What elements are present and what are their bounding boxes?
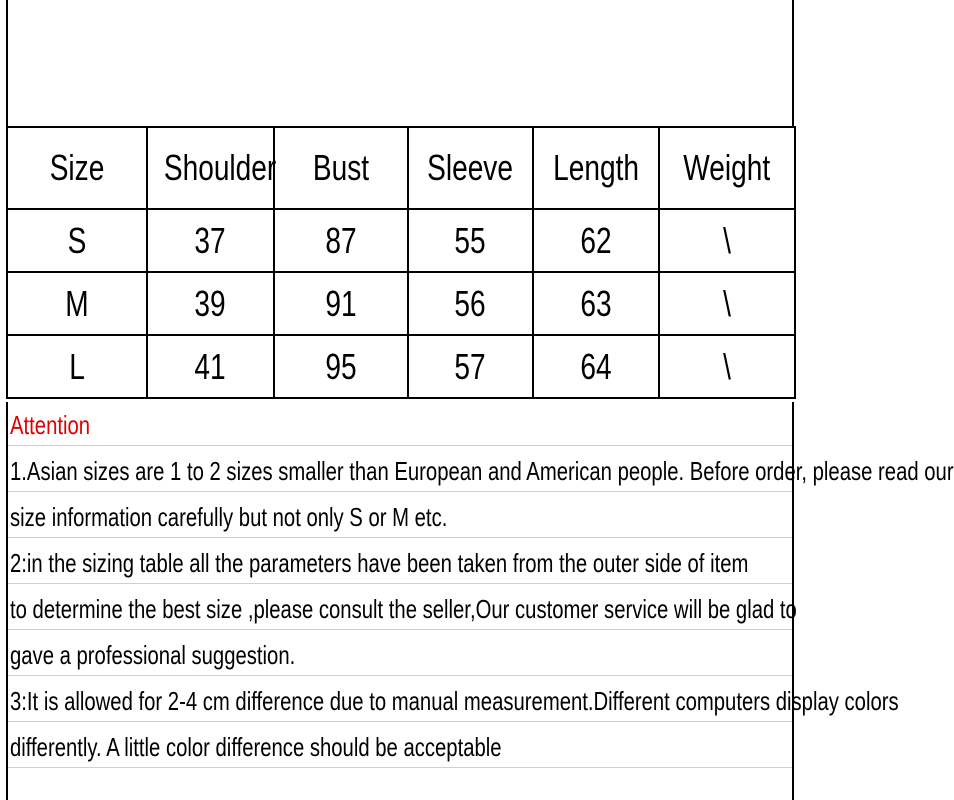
table-row <box>7 272 795 335</box>
header-length: Length <box>533 127 659 209</box>
header-size: Size <box>7 127 147 209</box>
table-cell: 87 <box>274 209 408 272</box>
table-cell: 39 <box>147 272 274 335</box>
table-cell: 55 <box>408 209 533 272</box>
table-cell: \ <box>659 272 795 335</box>
table-cell: 62 <box>533 209 659 272</box>
table-cell: 63 <box>533 272 659 335</box>
grid-line <box>8 583 792 584</box>
grid-line <box>8 767 792 768</box>
note-line-2: size information carefully but not only S or M etc. <box>10 502 448 532</box>
table-cell: \ <box>659 335 795 398</box>
table-row <box>7 335 795 398</box>
header-bust: Bust <box>274 127 408 209</box>
note-line-6: 3:It is allowed for 2-4 cm difference due to manual measurement.Different computers display colors <box>10 686 899 716</box>
top-blank-area <box>6 0 794 127</box>
table-cell: 56 <box>408 272 533 335</box>
table-cell: L <box>7 335 147 398</box>
grid-line <box>8 721 792 722</box>
header-shoulder: Shoulder <box>147 127 274 209</box>
header-weight: Weight <box>659 127 795 209</box>
grid-line <box>8 629 792 630</box>
note-line-1: 1.Asian sizes are 1 to 2 sizes smaller than European and American people. Before order, please read our <box>10 456 954 486</box>
grid-line <box>8 675 792 676</box>
note-line-4: to determine the best size ,please consult the seller,Our customer service will be glad to <box>10 594 797 624</box>
note-line-5: gave a professional suggestion. <box>10 640 296 670</box>
table-cell: 64 <box>533 335 659 398</box>
table-cell: 41 <box>147 335 274 398</box>
note-line-3: 2:in the sizing table all the parameters have been taken from the outer side of item <box>10 548 749 578</box>
grid-line <box>8 491 792 492</box>
table-cell: \ <box>659 209 795 272</box>
table-cell: M <box>7 272 147 335</box>
header-sleeve: Sleeve <box>408 127 533 209</box>
table-cell: 37 <box>147 209 274 272</box>
grid-line <box>8 537 792 538</box>
table-cell: 95 <box>274 335 408 398</box>
size-chart-table <box>6 126 796 399</box>
note-line-7: differently. A little color difference should be acceptable <box>10 732 502 762</box>
table-row <box>7 209 795 272</box>
grid-line <box>8 445 792 446</box>
table-cell: 91 <box>274 272 408 335</box>
attention-heading: Attention <box>10 410 91 440</box>
table-cell: S <box>7 209 147 272</box>
table-cell: 57 <box>408 335 533 398</box>
attention-notes <box>6 402 954 800</box>
table-header-row <box>7 127 795 209</box>
